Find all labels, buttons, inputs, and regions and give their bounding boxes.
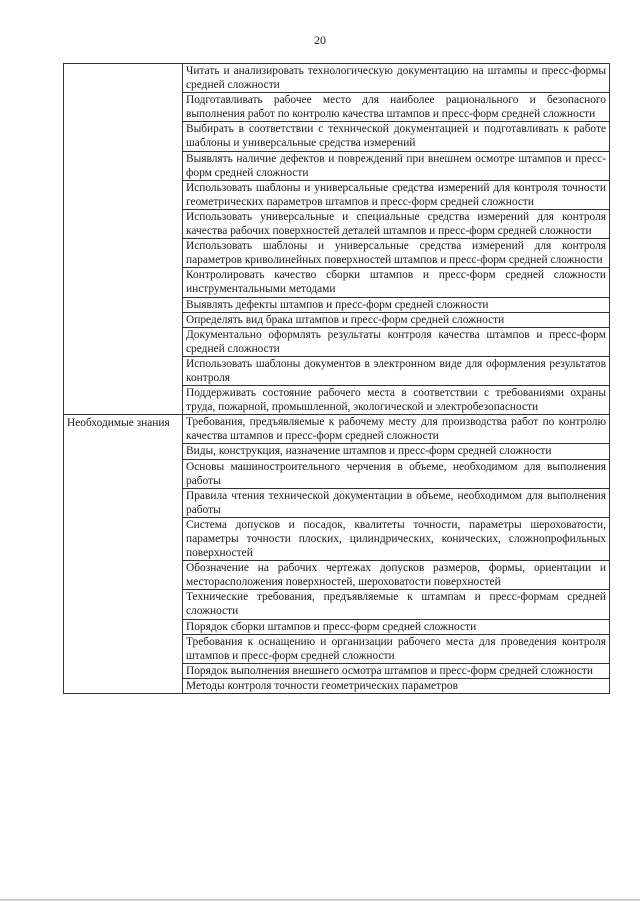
- knowledge-item: Система допусков и посадок, квалитеты точности, параметры шероховатости, параметры точности плоских, цилиндрических, конических, сложнопрофильных поверхностей: [183, 517, 610, 560]
- skill-item: Определять вид брака штампов и пресс-форм средней сложности: [183, 312, 610, 327]
- table-row: [64, 415, 610, 444]
- knowledge-item: Требования к оснащению и организации рабочего места для проведения контроля штампов и пресс-форм средней сложности: [183, 634, 610, 663]
- page-number: 20: [314, 33, 326, 47]
- knowledge-item: Требования, предъявляемые к рабочему месту для производства работ по контролю качества штампов и пресс-форм средней сложности: [183, 415, 610, 444]
- requirements-table: [63, 63, 610, 694]
- skill-item: Документально оформлять результаты контроля качества штампов и пресс-форм средней сложности: [183, 327, 610, 356]
- knowledge-label-cell: [64, 415, 183, 694]
- skill-item: Подготавливать рабочее место для наиболее рационального и безопасного выполнения работ по контролю качества штампов и пресс-форм средней сложности: [183, 93, 610, 122]
- knowledge-item: Технические требования, предъявляемые к штампам и пресс-формам средней сложности: [183, 590, 610, 619]
- skill-item: Использовать шаблоны и универсальные средства измерений для контроля точности геометрических параметров штампов и пресс-форм средней сложности: [183, 180, 610, 209]
- skill-item: Использовать шаблоны документов в электронном виде для оформления результатов контроля: [183, 356, 610, 385]
- skill-item: Выявлять наличие дефектов и повреждений при внешнем осмотре штампов и пресс-форм средней сложности: [183, 151, 610, 180]
- skill-item: Выявлять дефекты штампов и пресс-форм средней сложности: [183, 297, 610, 312]
- knowledge-item: Порядок выполнения внешнего осмотра штампов и пресс-форм средней сложности: [183, 663, 610, 678]
- skill-item: Использовать универсальные и специальные средства измерений для контроля качества рабочих поверхностей деталей штампов и пресс-форм средней сложности: [183, 209, 610, 238]
- knowledge-item: Методы контроля точности геометрических параметров: [183, 678, 610, 693]
- knowledge-item: Правила чтения технической документации в объеме, необходимом для выполнения работы: [183, 488, 610, 517]
- skill-item: Выбирать в соответствии с технической документацией и подготавливать к работе шаблоны и универсальные средства измерений: [183, 122, 610, 151]
- knowledge-label: Необходимые знания: [67, 417, 170, 430]
- skill-item: Поддерживать состояние рабочего места в соответствии с требованиями охраны труда, пожарной, промышленной, экологической и электробезопасности: [183, 386, 610, 415]
- skill-item: Читать и анализировать технологическую документацию на штампы и пресс-формы средней сложности: [183, 64, 610, 93]
- skills-label-cell: [64, 64, 183, 415]
- skill-item: Контролировать качество сборки штампов и пресс-форм средней сложности инструментальными методами: [183, 268, 610, 297]
- knowledge-item: Виды, конструкция, назначение штампов и пресс-форм средней сложности: [183, 444, 610, 459]
- knowledge-item: Обозначение на рабочих чертежах допусков размеров, формы, ориентации и месторасположения поверхностей, шероховатости поверхностей: [183, 561, 610, 590]
- knowledge-item: Порядок сборки штампов и пресс-форм средней сложности: [183, 619, 610, 634]
- skill-item: Использовать шаблоны и универсальные средства измерений для контроля параметров криволинейных поверхностей штампов и пресс-форм средней сложности: [183, 239, 610, 268]
- table-row: [64, 64, 610, 93]
- knowledge-item: Основы машиностроительного черчения в объеме, необходимом для выполнения работы: [183, 459, 610, 488]
